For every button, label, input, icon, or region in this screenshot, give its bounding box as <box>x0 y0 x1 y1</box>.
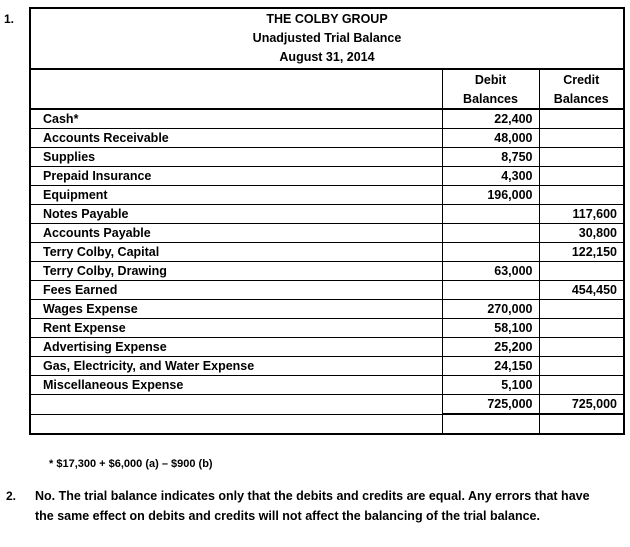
table-row <box>30 243 624 262</box>
credit-amount <box>539 357 624 376</box>
account-name: Notes Payable <box>30 205 442 224</box>
table-row <box>30 186 624 205</box>
table-row <box>30 167 624 186</box>
table-row <box>30 357 624 376</box>
table-row <box>30 148 624 167</box>
credit-amount: 122,150 <box>539 243 624 262</box>
table-row <box>30 262 624 281</box>
account-name: Advertising Expense <box>30 338 442 357</box>
debit-amount: 196,000 <box>442 186 539 205</box>
credit-amount <box>539 109 624 129</box>
account-name: Supplies <box>30 148 442 167</box>
totals-row <box>30 395 624 415</box>
account-name: Accounts Receivable <box>30 129 442 148</box>
statement-title: Unadjusted Trial Balance <box>252 31 402 45</box>
debit-amount: 63,000 <box>442 262 539 281</box>
statement-date: August 31, 2014 <box>279 50 375 64</box>
debit-amount: 24,150 <box>442 357 539 376</box>
debit-amount: 22,400 <box>442 109 539 129</box>
account-name: Rent Expense <box>30 319 442 338</box>
debit-amount <box>442 281 539 300</box>
table-row <box>30 109 624 129</box>
account-name: Terry Colby, Drawing <box>30 262 442 281</box>
credit-column-header-line2: Balances <box>539 89 624 109</box>
table-row <box>30 338 624 357</box>
account-name: Equipment <box>30 186 442 205</box>
credit-amount: 117,600 <box>539 205 624 224</box>
debit-amount <box>442 224 539 243</box>
credit-total: 725,000 <box>539 395 624 415</box>
debit-amount: 4,300 <box>442 167 539 186</box>
credit-amount <box>539 129 624 148</box>
credit-amount <box>539 300 624 319</box>
debit-column-header-line2: Balances <box>442 89 539 109</box>
debit-amount: 48,000 <box>442 129 539 148</box>
credit-column-header-line1: Credit <box>539 69 624 89</box>
debit-amount <box>442 205 539 224</box>
table-row <box>30 319 624 338</box>
account-column-header <box>30 69 442 89</box>
table-row <box>30 281 624 300</box>
credit-amount: 30,800 <box>539 224 624 243</box>
account-name: Prepaid Insurance <box>30 167 442 186</box>
credit-amount <box>539 338 624 357</box>
credit-amount <box>539 148 624 167</box>
credit-amount <box>539 376 624 395</box>
credit-amount <box>539 262 624 281</box>
table-row <box>30 300 624 319</box>
account-name: Miscellaneous Expense <box>30 376 442 395</box>
table-row <box>30 205 624 224</box>
account-name: Fees Earned <box>30 281 442 300</box>
credit-amount <box>539 319 624 338</box>
company-name: THE COLBY GROUP <box>266 12 388 26</box>
answer-text: No. The trial balance indicates only that the debits and credits are equal. Any errors that have the same effect on debits and credits will not affect the balancing of the trial balance. <box>35 489 590 523</box>
debit-amount: 25,200 <box>442 338 539 357</box>
debit-column-header-line1: Debit <box>442 69 539 89</box>
table-row <box>30 376 624 395</box>
debit-total: 725,000 <box>442 395 539 415</box>
account-name: Terry Colby, Capital <box>30 243 442 262</box>
question-number-1: 1. <box>4 12 15 26</box>
credit-amount: 454,450 <box>539 281 624 300</box>
account-name: Gas, Electricity, and Water Expense <box>30 357 442 376</box>
debit-amount: 270,000 <box>442 300 539 319</box>
credit-amount <box>539 186 624 205</box>
table-header <box>30 8 624 69</box>
blank-row <box>30 414 624 434</box>
trial-balance-table <box>29 7 625 435</box>
debit-amount <box>442 243 539 262</box>
account-name: Accounts Payable <box>30 224 442 243</box>
debit-amount: 58,100 <box>442 319 539 338</box>
credit-amount <box>539 167 624 186</box>
debit-amount: 8,750 <box>442 148 539 167</box>
table-row <box>30 224 624 243</box>
footnote: * $17,300 + $6,000 (a) – $900 (b) <box>49 458 213 470</box>
table-row <box>30 129 624 148</box>
question-number-2: 2. <box>6 489 17 503</box>
debit-amount: 5,100 <box>442 376 539 395</box>
account-name: Wages Expense <box>30 300 442 319</box>
account-name: Cash* <box>30 109 442 129</box>
